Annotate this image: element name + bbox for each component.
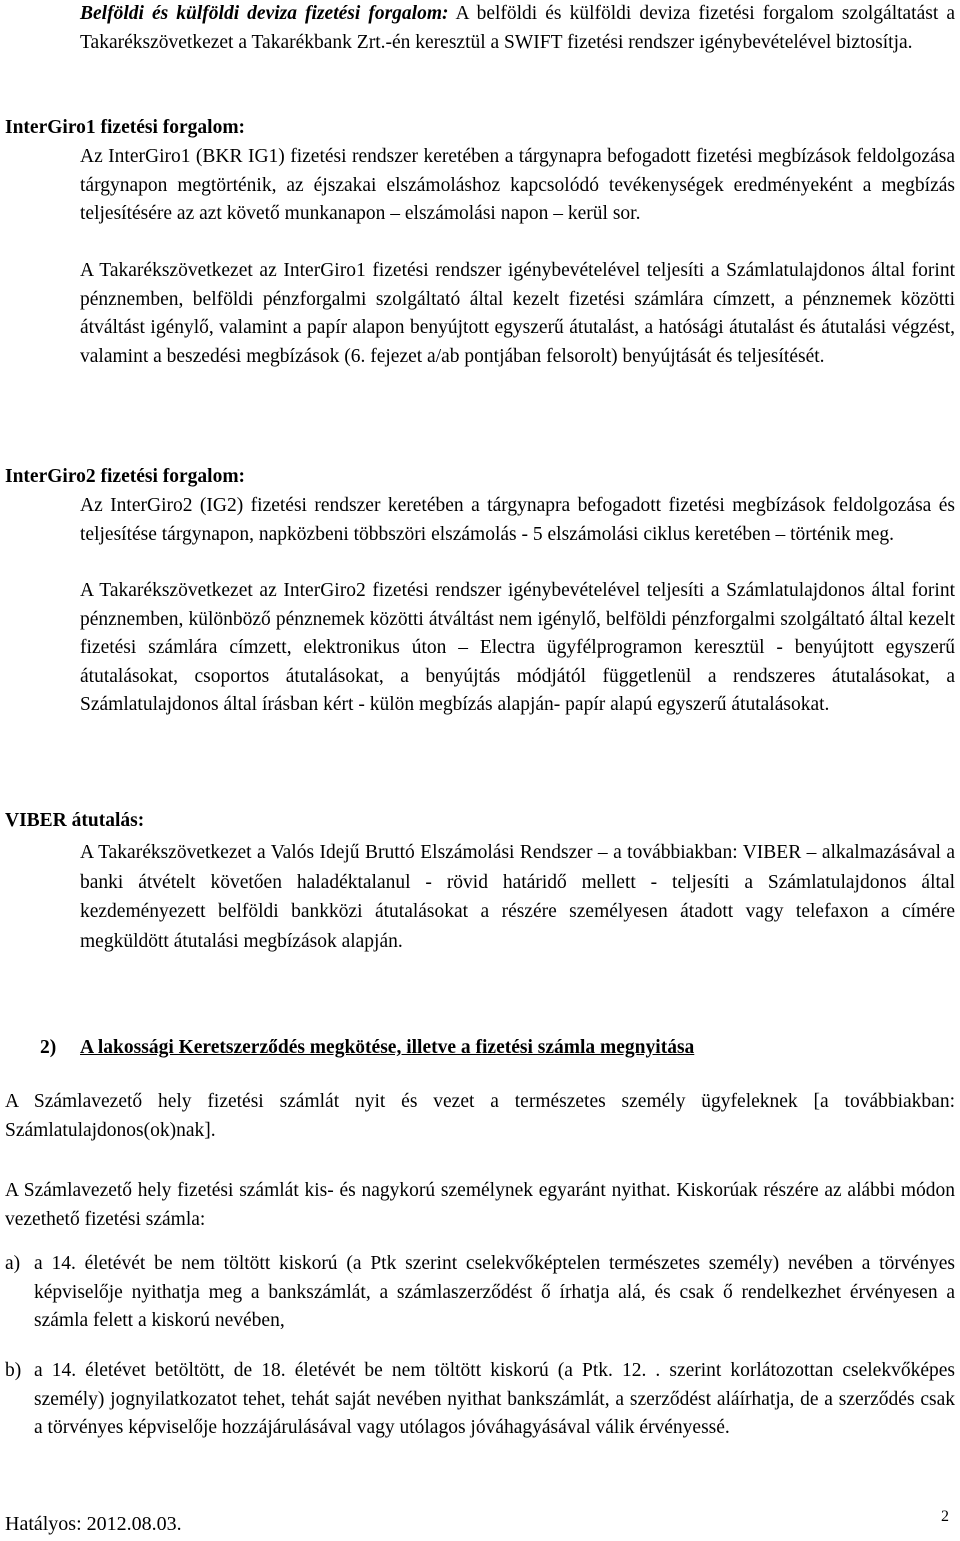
list-item-marker: b): [5, 1360, 22, 1381]
intro-paragraph: [80, 0, 955, 57]
list-item-text: a 14. életévet betöltött, de 18. életévét be nem töltött kiskorú (a Ptk. 12. . szerint korlátozottan cselekvőképes személy) jognyilatkozatot tehet, tehát saját nevében nyithat bankszámlát, a szerződést aláírhatja, de a szerződés csak a törvényes képviselője hozzájárulásával vagy utólagos jóváhagyásával válik érvényessé.: [34, 1360, 955, 1438]
intergiro2-heading: InterGiro2 fizetési forgalom:: [5, 466, 246, 487]
list-item-b: [5, 1357, 955, 1443]
list-item-marker: a): [5, 1253, 21, 1274]
list-item-a: [5, 1250, 955, 1336]
intro-heading: Belföldi és külföldi deviza fizetési forgalom:: [80, 3, 449, 24]
intergiro1-heading: InterGiro1 fizetési forgalom:: [5, 117, 246, 138]
intro-text: A belföldi és külföldi deviza fizetési forgalom szolgáltatást a Takarékszövetkezet a Takarékbank Zrt.-én keresztül a SWIFT fizetési rendszer igénybevételével biztosítja.: [80, 3, 955, 53]
list-item-text: a 14. életévét be nem töltött kiskorú (a Ptk szerint cselekvőképtelen természetes személy) nevében a törvényes képviselője nyithatja meg a bankszámlát, a számlaszerződést ő írhatja alá, és csak ő rendelkezhet érvényesen a számla felett a kiskorú nevében,: [34, 1253, 955, 1331]
section-2-title: A lakossági Keretszerződés megkötése, illetve a fizetési számla megnyitása: [80, 1037, 695, 1058]
section-2-paragraph-2: A Számlavezető hely fizetési számlát kis- és nagykorú személynek egyaránt nyithat. Kiskorúak részére az alábbi módon vezethető fizetési számla:: [5, 1180, 955, 1230]
viber-heading: VIBER átutalás:: [5, 810, 145, 831]
footer-effective-date: Hatályos: 2012.08.03.: [5, 1513, 182, 1535]
intergiro2-paragraph-1: Az InterGiro2 (IG2) fizetési rendszer keretében a tárgynapra befogadott fizetési megbízások feldolgozása és teljesítése tárgynapon, napközbeni többszöri elszámolás - 5 elszámolási ciklus keretében – történik meg.: [80, 495, 955, 545]
intergiro1-paragraph-1: Az InterGiro1 (BKR IG1) fizetési rendszer keretében a tárgynapra befogadott fizetési megbízások feldolgozása tárgynapon megtörténik, az éjszakai elszámoláshoz kapcsolódó tevékenységek eredményeként a megbízás teljesítésére az azt követő munkanapon – elszámolási napon – kerül sor.: [80, 146, 955, 224]
intergiro2-paragraph-2: A Takarékszövetkezet az InterGiro2 fizetési rendszer igénybevételével teljesíti a Számlatulajdonos által forint pénznemben, különböző pénznemek közötti átváltást nem igénylő, belföldi pénzforgalmi szolgáltató által kezelt fizetési számlára címzett, elektronikus úton – Electra ügyfélprogramon keresztül - benyújtott egyszerű átutalásokat, csoportos átutalásokat, a benyújtás módjától függetlenül a rendszeres átutalásokat, a Számlatulajdonos által írásban kért - külön megbízás alapján- papír alapú egyszerű átutalásokat.: [80, 580, 955, 715]
footer-page-number: 2: [941, 1508, 949, 1525]
viber-paragraph: A Takarékszövetkezet a Valós Idejű Bruttó Elszámolási Rendszer – a továbbiakban: VIBER – alkalmazásával a banki átvételt követően haladéktalanul - rövid határidő mellett - teljesíti a Számlatulajdonos által kezdeményezett belföldi bankközi átutalásokat a részére személyesen átadott vagy telefaxon a címére megküldött átutalási megbízások alapján.: [80, 842, 955, 952]
section-2-paragraph-1: A Számlavezető hely fizetési számlát nyit és vezet a természetes személy ügyfeleknek [a továbbiakban: Számlatulajdonos(ok)nak].: [5, 1091, 955, 1141]
intergiro1-paragraph-2: A Takarékszövetkezet az InterGiro1 fizetési rendszer igénybevételével teljesíti a Számlatulajdonos által forint pénznemben, belföldi pénzforgalmi szolgáltató által kezelt fizetési számlára címzett, a pénznemek közötti átváltást igénylő, valamint a papír alapon benyújtott egyszerű átutalást, a hatósági átutalást és átutalási végzést, valamint a beszedési megbízások (6. fejezet a/ab pontjában felsorolt) benyújtását és teljesítését.: [80, 260, 955, 367]
section-2-number: 2): [40, 1037, 57, 1058]
